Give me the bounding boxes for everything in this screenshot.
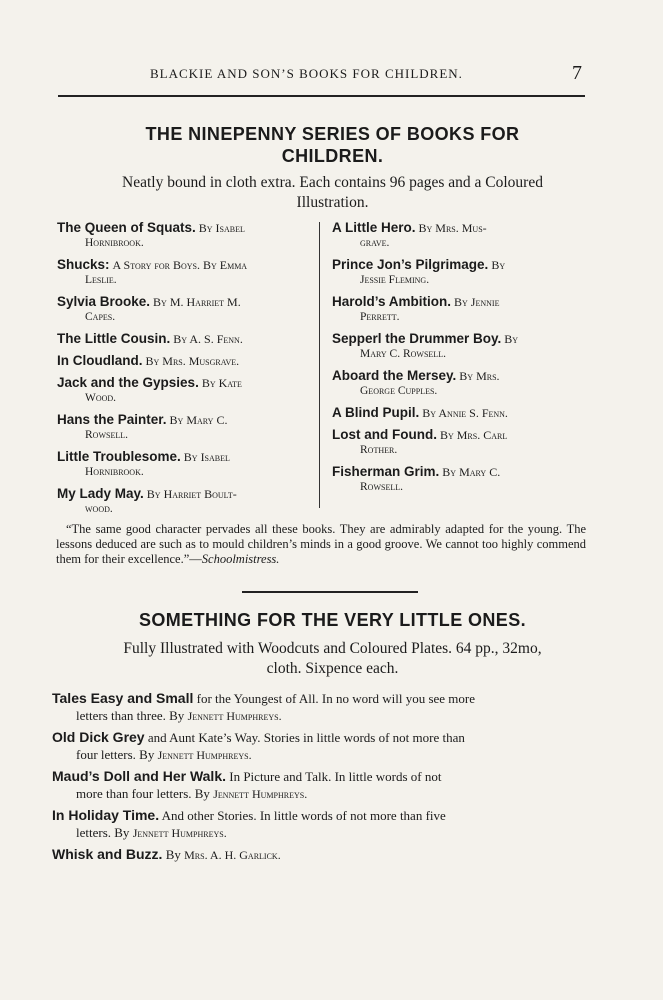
book-entry: [57, 331, 307, 347]
book-title: In Cloudland.: [57, 353, 143, 368]
item-author: Jennett Humphreys.: [187, 709, 282, 723]
book-entry: [332, 405, 582, 421]
item-description: By: [162, 847, 185, 862]
item-author: Jennett Humphreys.: [132, 826, 227, 840]
little-ones-section-title: SOMETHING FOR THE VERY LITTLE ONES.: [138, 610, 527, 630]
book-author: By Mary C.: [169, 413, 228, 427]
book-title: Fisherman Grim.: [332, 464, 440, 479]
book-title: Harold’s Ambition.: [332, 294, 452, 309]
item-description: for the Youngest of All. In no word will you see more: [193, 691, 476, 706]
little-ones-subtitle: [60, 639, 605, 679]
book-title: Little Troublesome.: [57, 449, 181, 464]
item-title: Maud’s Doll and Her Walk.: [52, 768, 226, 784]
item-description: and Aunt Kate’s Way. Stories in little words of not more than: [144, 730, 465, 745]
item-description-cont: [52, 707, 592, 725]
book-title: Aboard the Mersey.: [332, 368, 457, 383]
book-entry: [332, 464, 582, 495]
header-rule: [58, 95, 585, 97]
item-description: In Picture and Talk. In little words of not: [226, 769, 442, 784]
book-title: Jack and the Gypsies.: [57, 375, 199, 390]
item-description: And other Stories. In little words of not more than five: [159, 808, 446, 823]
list-item: [52, 846, 592, 864]
book-author: By Mrs. Musgrave.: [145, 354, 240, 368]
book-title: Hans the Painter.: [57, 412, 167, 427]
item-description-cont: [52, 746, 592, 764]
book-title: Lost and Found.: [332, 427, 437, 442]
book-entry: [57, 449, 307, 480]
item-title: Tales Easy and Small: [52, 690, 194, 706]
book-title: My Lady May.: [57, 486, 144, 501]
item-line2-text: letters. By: [76, 825, 133, 840]
book-author: By Mrs. Mus-: [418, 221, 487, 235]
book-author: By Isabel: [198, 221, 245, 235]
book-author-cont: George Cupples.: [360, 385, 438, 397]
book-author-cont: grave.: [360, 237, 390, 249]
book-author-cont: Capes.: [85, 311, 116, 323]
book-author-cont: Jessie Fleming.: [360, 274, 430, 286]
book-author: By Annie S. Fenn.: [422, 406, 508, 420]
item-author: Mrs. A. H. Garlick.: [184, 848, 281, 862]
item-description-cont: [52, 824, 592, 842]
book-author: A Story for Boys. By Emma: [112, 258, 248, 272]
ninepenny-right-column: [332, 220, 582, 501]
book-author: By Mary C.: [442, 465, 501, 479]
ninepenny-title-line-1: THE NINEPENNY SERIES OF BOOKS FOR: [145, 124, 520, 144]
review-quote: [56, 522, 586, 567]
book-entry: [57, 412, 307, 443]
book-author-cont: Rowsell.: [360, 481, 403, 493]
book-author-cont: Perrett.: [360, 311, 400, 323]
item-title: In Holiday Time.: [52, 807, 160, 823]
book-entry: [57, 220, 307, 251]
book-author-cont: Mary C. Rowsell.: [360, 348, 446, 360]
book-author: By Jennie: [454, 295, 500, 309]
book-author-cont: Rother.: [360, 444, 398, 456]
item-title: Whisk and Buzz.: [52, 846, 163, 862]
item-title: Old Dick Grey: [52, 729, 145, 745]
item-author: Jennett Humphreys.: [157, 748, 252, 762]
book-author: By Kate: [201, 376, 242, 390]
little-ones-subtitle-line-1: Fully Illustrated with Woodcuts and Coloured Plates. 64 pp., 32mo,: [123, 640, 542, 657]
book-title: Shucks:: [57, 257, 110, 272]
book-author: By: [504, 332, 519, 346]
book-title: A Little Hero.: [332, 220, 416, 235]
book-author: By A. S. Fenn.: [173, 332, 243, 346]
list-item: [52, 807, 592, 842]
book-entry: [57, 486, 307, 517]
column-divider: [319, 222, 320, 508]
review-quote-text: “The same good character pervades all these books. They are admirably adapted for the young. The lessons deduced are such as to mould children’s minds in a good groove. We cannot too highly commend them for their excellence.”—: [56, 522, 586, 566]
book-author-cont: Hornibrook.: [85, 237, 144, 249]
item-line2-text: more than four letters. By: [76, 786, 214, 801]
ninepenny-left-column: [57, 220, 307, 523]
review-quote-source: Schoolmistress.: [201, 552, 280, 566]
list-item: [52, 729, 592, 764]
item-line2-text: letters than three. By: [76, 708, 188, 723]
running-header: [58, 64, 586, 88]
ninepenny-subtitle-line-1: Neatly bound in cloth extra. Each contains 96 pages and a Coloured: [122, 174, 543, 191]
book-entry: [57, 375, 307, 406]
book-author-cont: wood.: [85, 503, 113, 515]
page-number: 7: [572, 62, 582, 84]
book-title: Sylvia Brooke.: [57, 294, 151, 309]
book-entry: [57, 294, 307, 325]
list-item: [52, 768, 592, 803]
book-entry: [57, 353, 307, 369]
little-ones-list: [52, 690, 592, 868]
book-author: By M. Harriet M.: [153, 295, 241, 309]
item-description-cont: [52, 785, 592, 803]
ninepenny-title-line-2: CHILDREN.: [281, 146, 384, 166]
section-divider-rule: [242, 591, 418, 593]
running-header-title: BLACKIE AND SON’S BOOKS FOR CHILDREN.: [150, 66, 463, 81]
ninepenny-subtitle: [60, 173, 605, 213]
book-author: By Harriet Boult-: [146, 487, 237, 501]
book-entry: [332, 294, 582, 325]
book-title: Prince Jon’s Pilgrimage.: [332, 257, 489, 272]
book-entry: [332, 220, 582, 251]
book-entry: [332, 427, 582, 458]
book-entry: [332, 331, 582, 362]
book-title: The Queen of Squats.: [57, 220, 196, 235]
list-item: [52, 690, 592, 725]
item-line2-text: four letters. By: [76, 747, 158, 762]
little-ones-subtitle-line-2: cloth. Sixpence each.: [266, 660, 399, 677]
book-author-cont: Rowsell.: [85, 429, 128, 441]
book-title: A Blind Pupil.: [332, 405, 420, 420]
book-author-cont: Leslie.: [85, 274, 117, 286]
book-author: By: [491, 258, 506, 272]
item-author: Jennett Humphreys.: [213, 787, 308, 801]
book-author-cont: Wood.: [85, 392, 117, 404]
book-title: The Little Cousin.: [57, 331, 171, 346]
book-title: Sepperl the Drummer Boy.: [332, 331, 502, 346]
book-author: By Mrs.: [459, 369, 500, 383]
ninepenny-subtitle-line-2: Illustration.: [296, 194, 369, 211]
book-author: By Mrs. Carl: [439, 428, 508, 442]
book-author: By Isabel: [183, 450, 230, 464]
book-entry: [332, 368, 582, 399]
ninepenny-section-title: [60, 123, 605, 167]
book-entry: [332, 257, 582, 288]
book-entry: [57, 257, 307, 288]
book-author-cont: Hornibrook.: [85, 466, 144, 478]
